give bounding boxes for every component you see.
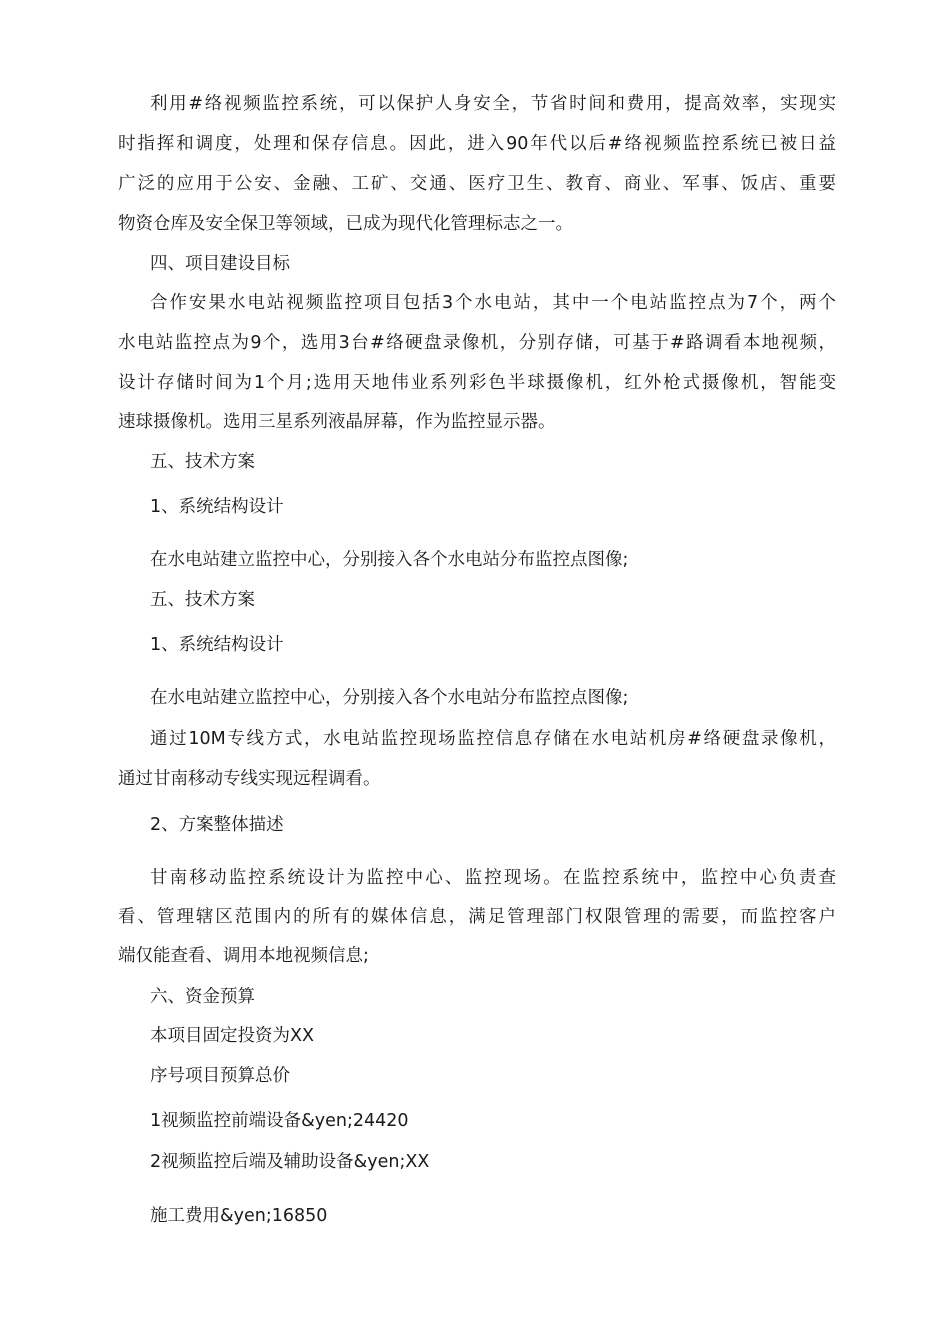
budget-table-header: 序号项目预算总价 <box>150 1066 290 1086</box>
body-text-line: 通过10M专线方式，水电站监控现场监控信息存储在水电站机房#络硬盘录像机， <box>150 729 836 749</box>
body-text-line: 广泛的应用于公安、金融、工矿、交通、医疗卫生、教育、商业、军事、饭店、重要 <box>118 174 836 194</box>
section-heading: 六、资金预算 <box>150 987 255 1007</box>
section-heading: 五、技术方案 <box>150 590 255 610</box>
body-text-line: 看、管理辖区范围内的所有的媒体信息，满足管理部门权限管理的需要，而监控客户 <box>118 907 836 927</box>
body-text-line: 在水电站建立监控中心，分别接入各个水电站分布监控点图像; <box>150 550 629 570</box>
budget-text: 本项目固定投资为XX <box>150 1026 314 1046</box>
section-heading: 四、项目建设目标 <box>150 254 290 274</box>
body-text-line: 物资仓库及安全保卫等领域，已成为现代化管理标志之一。 <box>118 214 573 234</box>
body-text-line: 时指挥和调度，处理和保存信息。因此，进入90年代以后#络视频监控系统已被日益 <box>118 134 836 154</box>
body-text-line: 水电站监控点为9个，选用3台#络硬盘录像机，分别存储，可基于#路调看本地视频， <box>118 333 836 353</box>
body-text-line: 设计存储时间为1个月;选用天地伟业系列彩色半球摄像机，红外枪式摄像机，智能变 <box>118 373 836 393</box>
subsection-heading: 1、系统结构设计 <box>150 635 284 655</box>
body-text-line: 利用#络视频监控系统，可以保护人身安全，节省时间和费用，提高效率，实现实 <box>150 94 836 114</box>
budget-item: 施工费用&yen;16850 <box>150 1206 328 1226</box>
subsection-heading: 1、系统结构设计 <box>150 497 284 517</box>
body-text-line: 速球摄像机。选用三星系列液晶屏幕，作为监控显示器。 <box>118 412 556 432</box>
body-text-line: 在水电站建立监控中心，分别接入各个水电站分布监控点图像; <box>150 688 629 708</box>
subsection-heading: 2、方案整体描述 <box>150 815 284 835</box>
body-text-line: 合作安果水电站视频监控项目包括3个水电站，其中一个电站监控点为7个，两个 <box>150 293 836 313</box>
budget-item: 2视频监控后端及辅助设备&yen;XX <box>150 1152 430 1172</box>
budget-item: 1视频监控前端设备&yen;24420 <box>150 1111 409 1131</box>
body-text-line: 端仅能查看、调用本地视频信息; <box>118 946 369 966</box>
body-text-line: 通过甘南移动专线实现远程调看。 <box>118 769 381 789</box>
section-heading: 五、技术方案 <box>150 452 255 472</box>
body-text-line: 甘南移动监控系统设计为监控中心、监控现场。在监控系统中，监控中心负责查 <box>150 868 836 888</box>
